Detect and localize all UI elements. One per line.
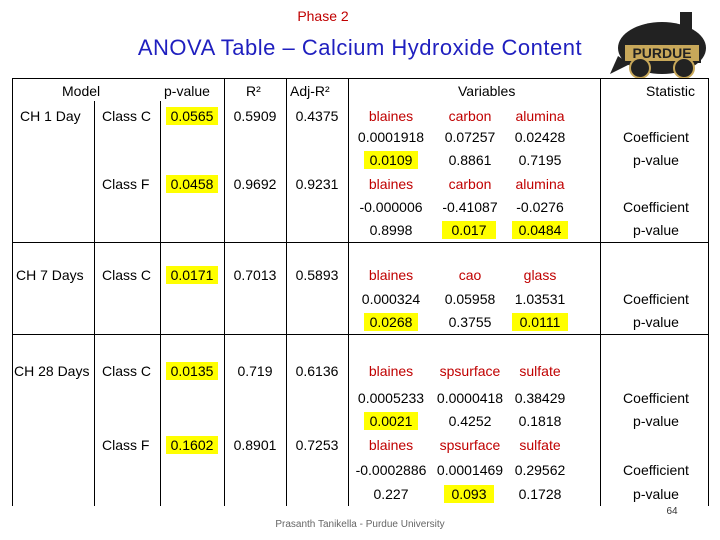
variable-name: glass: [523, 267, 557, 283]
class-label: Class F: [102, 176, 150, 192]
row-label-ch7: CH 7 Days: [16, 267, 84, 283]
statistic-coefficient: Coefficient: [623, 291, 689, 307]
pval-cell: 0.017: [442, 221, 496, 239]
r2-cell: 0.719: [237, 363, 273, 379]
coef-cell: -0.000006: [359, 199, 423, 215]
statistic-pvalue: p-value: [633, 314, 679, 330]
class-label: Class C: [102, 267, 152, 283]
pval-cell: 0.1818: [518, 413, 562, 429]
coef-cell: 0.0000418: [436, 390, 504, 406]
adjr2-cell: 0.6136: [295, 363, 339, 379]
page-number: 64: [666, 506, 678, 517]
pval-cell: 0.3755: [448, 314, 492, 330]
statistic-pvalue: p-value: [633, 152, 679, 168]
statistic-pvalue: p-value: [633, 486, 679, 502]
row-divider: [12, 334, 708, 335]
statistic-pvalue: p-value: [633, 222, 679, 238]
statistic-coefficient: Coefficient: [623, 199, 689, 215]
col-header-pvalue: p-value: [164, 83, 210, 99]
phase-label: Phase 2: [297, 8, 349, 24]
pval-cell: 0.7195: [518, 152, 562, 168]
coef-cell: 0.000324: [361, 291, 421, 307]
class-label: Class C: [102, 108, 152, 124]
coef-cell: 0.02428: [514, 129, 566, 145]
purdue-train-logo-icon: [610, 4, 714, 84]
pval-cell: 0.0484: [512, 221, 568, 239]
col-header-r2: R²: [246, 83, 261, 99]
class-label: Class C: [102, 363, 152, 379]
variable-name: blaines: [368, 363, 414, 379]
row-divider: [12, 78, 708, 79]
variable-name: blaines: [368, 108, 414, 124]
col-header-variables: Variables: [458, 83, 516, 99]
class-label: Class F: [102, 437, 150, 453]
pvalue-cell: 0.0171: [166, 266, 218, 284]
pval-cell: 0.1728: [518, 486, 562, 502]
col-header-model: Model: [62, 83, 101, 99]
col-divider: [600, 78, 601, 506]
variable-name: blaines: [368, 437, 414, 453]
row-label-ch28: CH 28 Days: [14, 363, 90, 379]
coef-cell: 0.07257: [444, 129, 496, 145]
coef-cell: -0.0002886: [355, 462, 427, 478]
coef-cell: -0.41087: [442, 199, 498, 215]
adjr2-cell: 0.7253: [295, 437, 339, 453]
coef-cell: 0.29562: [514, 462, 566, 478]
variable-name: alumina: [515, 108, 565, 124]
variable-name: blaines: [368, 267, 414, 283]
col-divider: [348, 78, 349, 506]
pval-cell: 0.8998: [369, 222, 413, 238]
coef-cell: 0.0005233: [357, 390, 425, 406]
page-title: ANOVA Table – Calcium Hydroxide Content: [137, 35, 583, 60]
pvalue-cell: 0.1602: [166, 436, 218, 454]
r2-cell: 0.5909: [233, 108, 277, 124]
col-divider: [708, 78, 709, 506]
adjr2-cell: 0.9231: [295, 176, 339, 192]
coef-cell: 0.0001918: [357, 129, 425, 145]
r2-cell: 0.7013: [233, 267, 277, 283]
pval-cell: 0.093: [444, 485, 494, 503]
variable-name: alumina: [515, 176, 565, 192]
pvalue-cell: 0.0458: [166, 175, 218, 193]
col-divider: [12, 78, 13, 506]
pval-cell: 0.0111: [512, 313, 568, 331]
variable-name: carbon: [448, 176, 492, 192]
coef-cell: 0.05958: [444, 291, 496, 307]
r2-cell: 0.9692: [233, 176, 277, 192]
col-header-statistic: Statistic: [646, 83, 696, 99]
footer-author: Prasanth Tanikella - Purdue University: [275, 519, 445, 530]
pval-cell: 0.4252: [448, 413, 492, 429]
col-divider: [224, 78, 225, 506]
col-header-adjr2: Adj-R²: [290, 83, 330, 99]
adjr2-cell: 0.4375: [295, 108, 339, 124]
variable-name: cao: [458, 267, 482, 283]
statistic-coefficient: Coefficient: [623, 390, 689, 406]
adjr2-cell: 0.5893: [295, 267, 339, 283]
pval-cell: 0.8861: [448, 152, 492, 168]
coef-cell: 0.0001469: [436, 462, 504, 478]
pval-cell: 0.0021: [364, 412, 418, 430]
pvalue-cell: 0.0135: [166, 362, 218, 380]
logo-text: PURDUE: [632, 45, 692, 61]
pval-cell: 0.227: [373, 486, 409, 502]
row-divider: [12, 242, 708, 243]
row-label-ch1: CH 1 Day: [20, 108, 81, 124]
variable-name: spsurface: [439, 363, 501, 379]
col-divider: [286, 78, 287, 506]
coef-cell: 0.38429: [514, 390, 566, 406]
statistic-coefficient: Coefficient: [623, 129, 689, 145]
statistic-coefficient: Coefficient: [623, 462, 689, 478]
coef-cell: -0.0276: [516, 199, 564, 215]
r2-cell: 0.8901: [233, 437, 277, 453]
variable-name: sulfate: [519, 437, 561, 453]
variable-name: spsurface: [439, 437, 501, 453]
col-divider: [160, 101, 161, 506]
variable-name: blaines: [368, 176, 414, 192]
variable-name: sulfate: [519, 363, 561, 379]
statistic-pvalue: p-value: [633, 413, 679, 429]
pval-cell: 0.0268: [364, 313, 418, 331]
col-divider: [94, 101, 95, 506]
pvalue-cell: 0.0565: [166, 107, 218, 125]
variable-name: carbon: [448, 108, 492, 124]
coef-cell: 1.03531: [514, 291, 566, 307]
pval-cell: 0.0109: [364, 151, 418, 169]
